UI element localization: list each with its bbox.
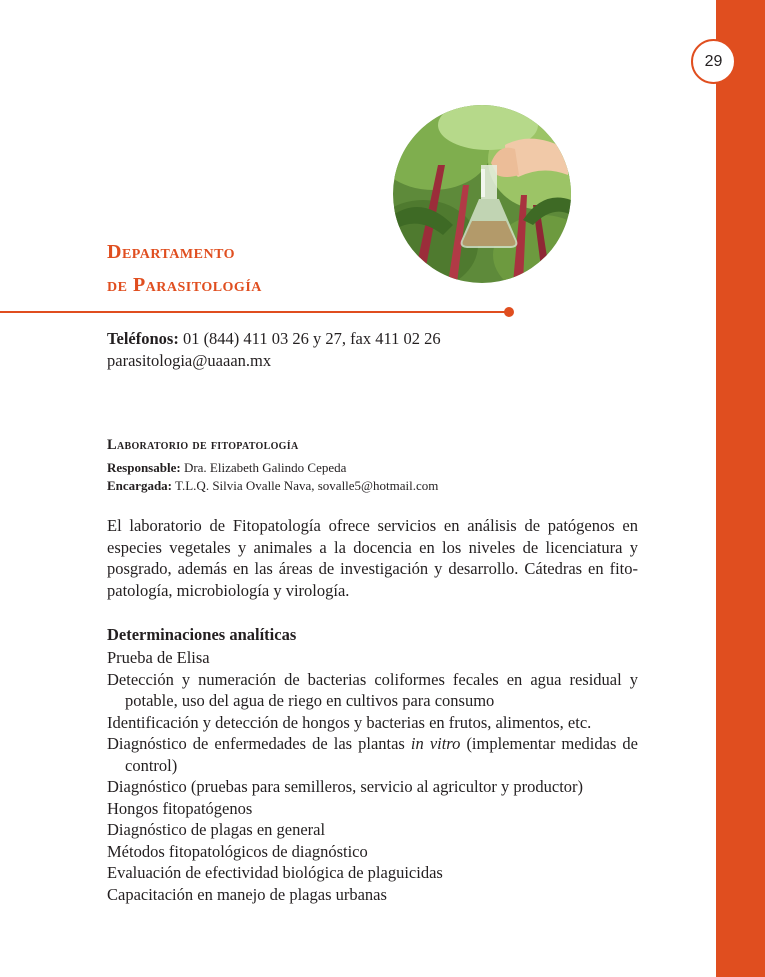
department-title-line1: Departamento <box>107 241 236 263</box>
list-item-text: Diagnóstico de enfermedades de las plantas <box>107 734 405 753</box>
list-item: Capacitación en manejo de plagas urbanas <box>107 884 387 904</box>
laboratory-description: El laboratorio de Fitopatología ofrece servicios en análisis de patógenos en especies vegetales y animales a la docencia en los niveles de licenciatura y posgrado, además en las áreas de investigación y desarrollo. Cátedras en fito-patología, microbiología y virología. <box>107 516 638 600</box>
list-item: Diagnóstico (pruebas para semilleros, servicio al agricultor y productor) <box>107 777 584 796</box>
list-item-tail: (implementar medidas de control) <box>125 734 638 775</box>
responsible-value: Dra. Elizabeth Galindo Cepeda <box>183 460 347 475</box>
phones-label: Teléfonos: <box>107 329 179 348</box>
contact-block <box>107 328 441 372</box>
in-charge-label: Encargada: <box>107 478 172 493</box>
phones-line <box>107 328 441 350</box>
responsible-label: Responsable: <box>107 460 181 475</box>
list-item-italic: in vitro <box>410 734 461 753</box>
title-rule-dot <box>504 307 514 317</box>
list-item: Diagnóstico de plagas en general <box>107 820 326 839</box>
contact-email: parasitologia@uaaan.mx <box>107 351 272 370</box>
department-title-line2: de Parasitología <box>107 274 262 296</box>
staff-block <box>107 459 438 495</box>
list-item: Hongos fitopatógenos <box>107 798 253 818</box>
lab-flask-photo <box>393 105 571 283</box>
side-accent-band <box>716 0 765 977</box>
page-number: 29 <box>704 52 723 70</box>
list-item <box>107 733 638 776</box>
in-charge-value: T.L.Q. Silvia Ovalle Nava, sovalle5@hotmail.com <box>175 478 439 493</box>
phones-value: 01 (844) 411 03 26 y 27, fax 411 02 26 <box>182 329 441 348</box>
analyses-heading: Determinaciones analíticas <box>107 625 297 644</box>
list-item: Prueba de Elisa <box>107 648 210 667</box>
list-item: Identificación y detección de hongos y bacterias en frutos, alimentos, etc. <box>107 712 592 732</box>
list-item: Evaluación de efectividad biológica de plaguicidas <box>107 863 443 882</box>
laboratory-title: Laboratorio de fitopatología <box>107 437 299 453</box>
list-item: Métodos fitopatológicos de diagnóstico <box>107 841 368 861</box>
responsible-line <box>107 459 438 477</box>
analyses-list <box>107 647 638 905</box>
list-item: Detección y numeración de bacterias coliformes fecales en agua residual y potable, uso del agua de riego en cultivos para consumo <box>107 669 638 710</box>
in-charge-line <box>107 477 438 495</box>
title-rule <box>0 311 508 313</box>
department-title <box>107 236 262 302</box>
page-number-badge <box>691 39 736 84</box>
